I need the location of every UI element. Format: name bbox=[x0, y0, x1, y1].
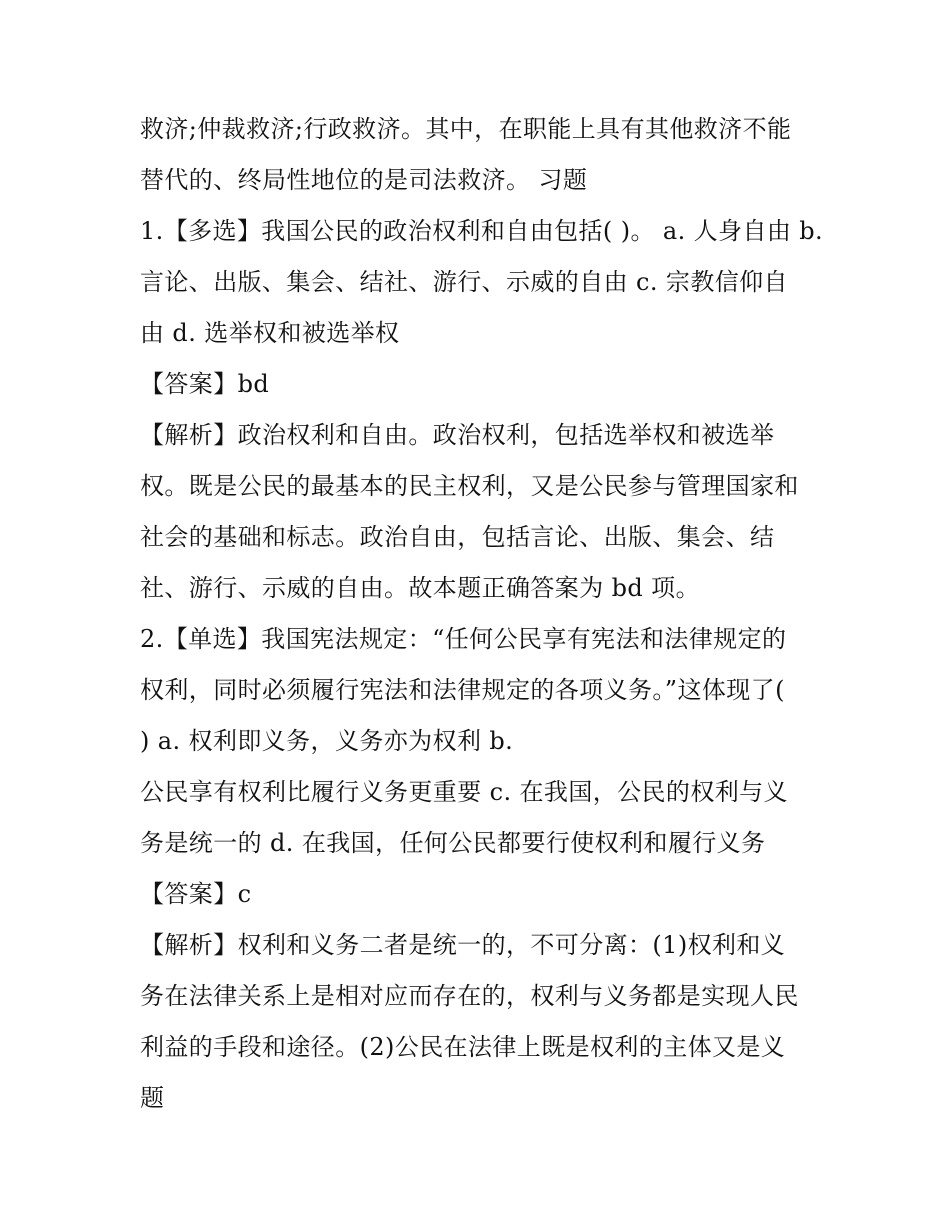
text-line: 务在法律关系上是相对应而存在的，权利与义务都是实现人民 bbox=[140, 982, 799, 1010]
question-1-line: 1.【多选】我国公民的政治权利和自由包括( )。 a. 人身自由 b. bbox=[140, 217, 824, 245]
text-line: 务是统一的 d. 在我国，任何公民都要行使权利和履行义务 bbox=[140, 829, 766, 857]
text-line: 替代的、终局性地位的是司法救济。 习题 bbox=[140, 166, 588, 194]
text-line: 言论、出版、集会、结社、游行、示威的自由 c. 宗教信仰自 bbox=[140, 268, 788, 296]
text-line: 公民享有权利比履行义务更重要 c. 在我国，公民的权利与义 bbox=[140, 778, 788, 806]
text-line: 权。既是公民的最基本的民主权利，又是公民参与管理国家和 bbox=[140, 472, 799, 500]
explanation-line: 【解析】政治权利和自由。政治权利，包括选举权和被选举 bbox=[140, 421, 775, 449]
answer-line: 【答案】bd bbox=[140, 370, 270, 398]
text-line: 由 d. 选举权和被选举权 bbox=[140, 319, 400, 347]
text-line: 利益的手段和途径。(2)公民在法律上既是权利的主体又是义 bbox=[140, 1033, 786, 1061]
text-line: 救济;仲裁救济;行政救济。其中，在职能上具有其他救济不能 bbox=[140, 115, 792, 143]
answer-line: 【答案】c bbox=[140, 880, 252, 908]
explanation-line: 【解析】权利和义务二者是统一的，不可分离：(1)权利和义 bbox=[140, 931, 786, 959]
text-line: 权利，同时必须履行宪法和法律规定的各项义务。”这体现了( bbox=[140, 676, 785, 704]
text-line: ) a. 权利即义务，义务亦为权利 b. bbox=[140, 727, 514, 755]
text-line: 社、游行、示威的自由。故本题正确答案为 bd 项。 bbox=[140, 574, 700, 602]
question-2-line: 2.【单选】我国宪法规定：“任何公民享有宪法和法律规定的 bbox=[140, 625, 787, 653]
text-line: 题 bbox=[140, 1084, 165, 1112]
text-line: 社会的基础和标志。政治自由，包括言论、出版、集会、结 bbox=[140, 523, 775, 551]
